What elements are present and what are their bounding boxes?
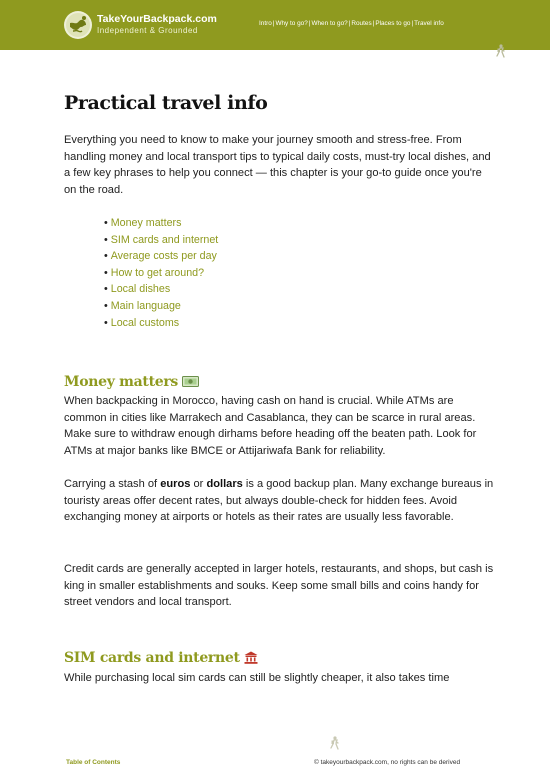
bullet: •	[104, 217, 108, 229]
nav-link-why-to-go[interactable]: Why to go?	[275, 20, 308, 27]
list-item	[104, 298, 218, 315]
money-paragraph-3: Credit cards are generally accepted in larger hotels, restaurants, and shops, but cash is king in smaller establishments and souks. Keep some small bills and coins handy for street vendors and local transport.	[64, 563, 494, 609]
brand-tagline: Independent & Grounded	[97, 26, 198, 35]
page-title: Practical travel info	[64, 92, 268, 114]
globe-backpack-logo-icon	[64, 11, 92, 39]
nav-separator: |	[308, 20, 311, 27]
sim-cards-heading-text: SIM cards and internet	[64, 650, 240, 666]
nav-link-when-to-go[interactable]: When to go?	[311, 20, 348, 27]
logo[interactable]	[64, 11, 92, 39]
sim-cards-heading	[64, 650, 258, 668]
list-item	[104, 248, 218, 265]
money-paragraph-1: When backpacking in Morocco, having cash on hand is crucial. While ATMs are common in cities like Marrakech and Casablanca, they can be scarce in rural areas. Make sure to withdraw enough dirhams before heading off the beaten path. Look for ATMs at major banks like BMCE or Attijariwafa Bank for reliability.	[64, 395, 477, 457]
money-banknote-icon	[182, 375, 199, 392]
hiker-icon	[496, 44, 506, 58]
chapter-contents-list	[104, 215, 218, 331]
list-item	[104, 281, 218, 298]
toc-link-local-dishes[interactable]: Local dishes	[110, 283, 171, 296]
list-item	[104, 232, 218, 249]
nav-link-travel-info[interactable]: Travel info	[414, 20, 444, 27]
nav-separator: |	[348, 20, 351, 27]
money-paragraph-2-start: Carrying a stash of	[64, 478, 161, 490]
bullet: •	[104, 233, 108, 246]
toc-link-money-matters[interactable]: Money matters	[110, 217, 182, 229]
money-matters-heading-text: Money matters	[64, 374, 179, 390]
bullet: •	[104, 266, 108, 279]
nav-separator: |	[372, 20, 375, 27]
bullet: •	[104, 283, 108, 296]
list-item	[104, 265, 218, 282]
top-nav	[259, 20, 444, 27]
money-matters-heading	[64, 374, 199, 392]
toc-link-main-language[interactable]: Main language	[110, 299, 181, 312]
list-item	[104, 315, 218, 332]
nav-link-places-to-go[interactable]: Places to go	[375, 20, 411, 27]
toc-link-local-customs[interactable]: Local customs	[110, 316, 180, 329]
copyright-notice: © takeyourbackpack.com, no rights can be derived	[314, 759, 461, 766]
toc-link-sim-cards[interactable]: SIM cards and internet	[110, 233, 219, 246]
nav-link-routes[interactable]: Routes	[351, 20, 372, 27]
money-paragraph-2-or: or	[190, 478, 207, 490]
bullet: •	[104, 316, 108, 329]
bullet: •	[104, 250, 108, 263]
toc-link-average-costs[interactable]: Average costs per day	[110, 250, 217, 263]
nav-link-intro[interactable]: Intro	[259, 20, 272, 27]
intro-paragraph: Everything you need to know to make your journey smooth and stress-free. From handling money and local transport tips to typical daily costs, must-try local dishes, and a few key phrases to help you connect — this chapter is your go-to guide once you're on the road.	[64, 134, 491, 196]
bank-building-icon	[244, 651, 258, 668]
brand-name: TakeYourBackpack.com	[97, 13, 217, 25]
nav-separator: |	[411, 20, 414, 27]
nav-separator: |	[272, 20, 275, 27]
money-paragraph-2-end: is a good backup plan. Many exchange bureaus in touristy areas offer decent rates, but always double-check for hidden fees. Avoid exchanging money at airports or hotels as their rates are usually less favorable.	[64, 478, 494, 524]
hiker-icon	[330, 736, 340, 750]
money-paragraph-2	[64, 476, 496, 526]
table-of-contents-link[interactable]: Table of Contents	[66, 759, 121, 766]
euros-emphasis: euros	[160, 478, 191, 490]
toc-link-get-around[interactable]: How to get around?	[110, 266, 205, 279]
dollars-emphasis: dollars	[206, 478, 243, 490]
bullet: •	[104, 299, 108, 312]
sim-paragraph-1: While purchasing local sim cards can still be slightly cheaper, it also takes time	[64, 672, 450, 684]
list-item	[104, 215, 218, 232]
